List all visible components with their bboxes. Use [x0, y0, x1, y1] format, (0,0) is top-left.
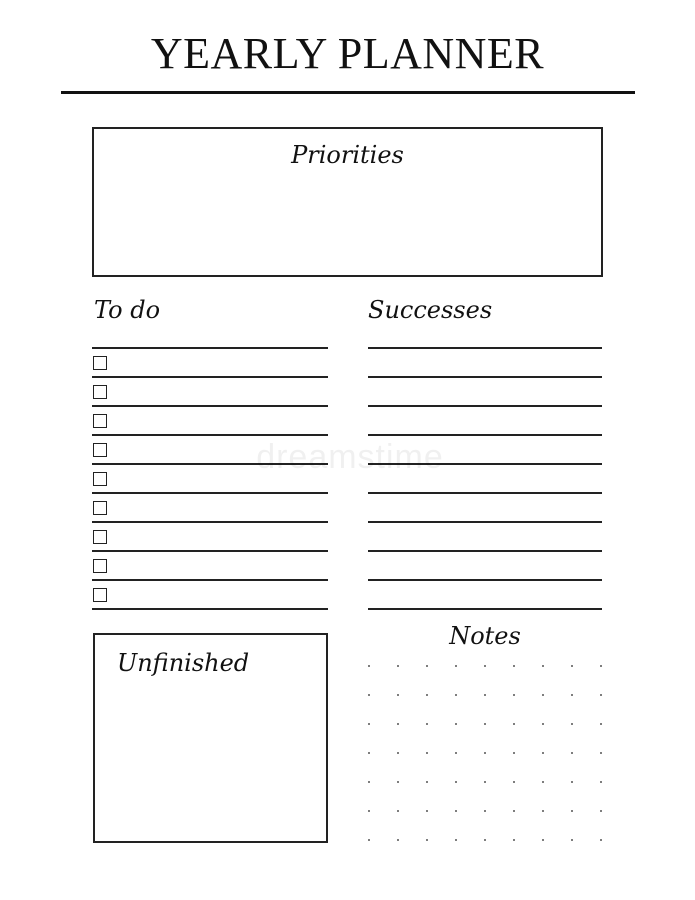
notes-label: Notes	[449, 622, 521, 650]
notes-dot	[455, 781, 457, 783]
todo-checkbox[interactable]	[93, 559, 107, 573]
notes-dot	[600, 723, 602, 725]
notes-dot	[513, 752, 515, 754]
notes-dot	[542, 839, 544, 841]
notes-dot	[513, 694, 515, 696]
notes-dot	[426, 810, 428, 812]
notes-dot	[426, 665, 428, 667]
notes-dot	[426, 839, 428, 841]
page-title: YEARLY PLANNER	[150, 29, 545, 78]
successes-line[interactable]	[368, 608, 602, 610]
successes-line[interactable]	[368, 550, 602, 552]
notes-dot	[600, 752, 602, 754]
todo-checkbox[interactable]	[93, 588, 107, 602]
notes-dot	[397, 839, 399, 841]
notes-dot	[600, 810, 602, 812]
todo-line[interactable]	[92, 347, 328, 349]
unfinished-box[interactable]	[93, 633, 328, 843]
notes-dot	[397, 781, 399, 783]
notes-dot	[571, 665, 573, 667]
successes-label: Successes	[368, 296, 493, 324]
successes-line[interactable]	[368, 347, 602, 349]
notes-dot	[542, 723, 544, 725]
notes-dot	[368, 752, 370, 754]
notes-dot	[542, 694, 544, 696]
notes-dot	[571, 694, 573, 696]
notes-dot	[542, 781, 544, 783]
todo-line[interactable]	[92, 608, 328, 610]
notes-dot	[600, 665, 602, 667]
notes-dot	[368, 810, 370, 812]
todo-checkbox[interactable]	[93, 501, 107, 515]
notes-dot	[542, 810, 544, 812]
todo-checkbox[interactable]	[93, 385, 107, 399]
notes-dot	[571, 781, 573, 783]
notes-dot	[368, 665, 370, 667]
notes-dot	[513, 665, 515, 667]
notes-dot	[397, 810, 399, 812]
notes-dot	[426, 694, 428, 696]
todo-line[interactable]	[92, 434, 328, 436]
watermark: dreamstime	[256, 438, 444, 476]
notes-dot	[513, 781, 515, 783]
notes-dot	[455, 665, 457, 667]
notes-dot	[455, 723, 457, 725]
todo-line[interactable]	[92, 376, 328, 378]
priorities-box[interactable]	[92, 127, 603, 277]
successes-line[interactable]	[368, 434, 602, 436]
notes-dot	[426, 723, 428, 725]
todo-line[interactable]	[92, 405, 328, 407]
successes-line[interactable]	[368, 376, 602, 378]
notes-dot	[484, 694, 486, 696]
notes-dot	[571, 752, 573, 754]
notes-dot	[455, 810, 457, 812]
notes-dot	[571, 723, 573, 725]
unfinished-label: Unfinished	[117, 649, 250, 677]
notes-dot	[397, 665, 399, 667]
notes-dot	[484, 665, 486, 667]
notes-dot	[600, 694, 602, 696]
notes-dot	[484, 810, 486, 812]
notes-dot	[484, 723, 486, 725]
notes-dot	[542, 665, 544, 667]
successes-line[interactable]	[368, 521, 602, 523]
todo-checkbox[interactable]	[93, 530, 107, 544]
notes-dot	[571, 810, 573, 812]
notes-dot	[426, 752, 428, 754]
title-divider	[61, 91, 635, 94]
notes-dot	[542, 752, 544, 754]
successes-line[interactable]	[368, 579, 602, 581]
notes-dot	[455, 694, 457, 696]
todo-label: To do	[94, 296, 161, 324]
todo-line[interactable]	[92, 521, 328, 523]
notes-dot	[397, 723, 399, 725]
notes-dot	[484, 781, 486, 783]
successes-line[interactable]	[368, 405, 602, 407]
notes-dot	[455, 752, 457, 754]
todo-checkbox[interactable]	[93, 356, 107, 370]
notes-dot	[368, 694, 370, 696]
notes-dot	[426, 781, 428, 783]
notes-dot	[397, 694, 399, 696]
notes-dot	[368, 723, 370, 725]
todo-line[interactable]	[92, 579, 328, 581]
todo-checkbox[interactable]	[93, 472, 107, 486]
notes-dot	[600, 781, 602, 783]
todo-checkbox[interactable]	[93, 414, 107, 428]
notes-dot	[368, 781, 370, 783]
notes-dot	[397, 752, 399, 754]
notes-dot	[571, 839, 573, 841]
notes-dot	[513, 723, 515, 725]
successes-line[interactable]	[368, 492, 602, 494]
todo-checkbox[interactable]	[93, 443, 107, 457]
notes-dot	[368, 839, 370, 841]
notes-dot	[513, 810, 515, 812]
notes-dot	[600, 839, 602, 841]
todo-line[interactable]	[92, 492, 328, 494]
notes-dot	[455, 839, 457, 841]
notes-dot	[484, 839, 486, 841]
notes-dot	[513, 839, 515, 841]
notes-dot	[484, 752, 486, 754]
priorities-label: Priorities	[291, 141, 404, 169]
todo-line[interactable]	[92, 550, 328, 552]
